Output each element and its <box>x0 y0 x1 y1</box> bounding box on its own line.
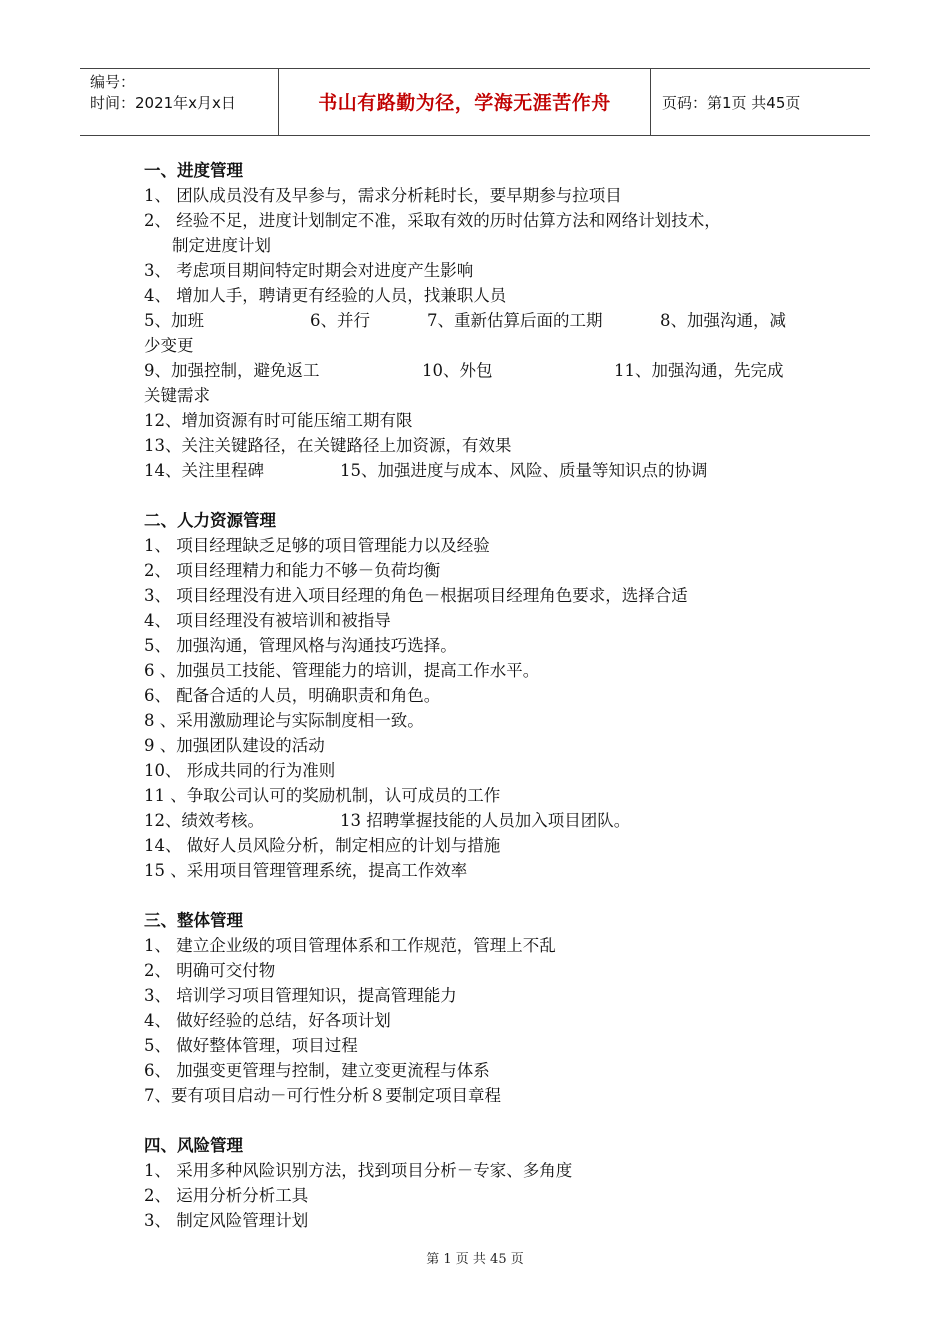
list-item: 8 、采用激励理论与实际制度相一致。 <box>144 711 424 730</box>
footer-page-number: 第 1 页 共 45 页 <box>426 1252 524 1267</box>
list-item: 15、加强进度与成本、风险、质量等知识点的协调 <box>340 461 708 480</box>
list-item: 6、并行 <box>310 311 370 330</box>
header-page-number: 页码：第1页 共45页 <box>662 94 801 112</box>
section-risk-management <box>144 1133 834 1233</box>
list-item: 2、 运用分析分析工具 <box>144 1186 309 1205</box>
section-title: 一、进度管理 <box>144 161 243 180</box>
list-item: 14、关注里程碑 <box>144 461 264 480</box>
list-item: 9 、加强团队建设的活动 <box>144 736 325 755</box>
header-bottom-rule <box>80 135 870 136</box>
list-item: 13 招聘掌握技能的人员加入项目团队。 <box>340 811 631 830</box>
list-item: 3、 制定风险管理计划 <box>144 1211 309 1230</box>
section-title: 三、整体管理 <box>144 911 243 930</box>
list-item: 6、 加强变更管理与控制，建立变更流程与体系 <box>144 1061 490 1080</box>
list-item: 1、 团队成员没有及早参与，需求分析耗时长，要早期参与拉项目 <box>144 186 622 205</box>
list-item: 2、 明确可交付物 <box>144 961 276 980</box>
list-item: 11 、争取公司认可的奖励机制，认可成员的工作 <box>144 786 501 805</box>
list-row <box>144 808 834 833</box>
list-item: 6 、加强员工技能、管理能力的培训，提高工作水平。 <box>144 661 540 680</box>
header-left-info <box>90 72 236 114</box>
list-item-continuation: 关键需求 <box>144 386 210 405</box>
list-item: 2、 经验不足，进度计划制定不准，采取有效的历时估算方法和网络计划技术， <box>144 211 721 230</box>
section-integration-management <box>144 908 834 1108</box>
list-item: 6、 配备合适的人员，明确职责和角色。 <box>144 686 441 705</box>
list-item: 3、 项目经理没有进入项目经理的角色－根据项目经理角色要求，选择合适 <box>144 586 688 605</box>
list-item: 9、加强控制，避免返工 <box>144 361 320 380</box>
list-item: 5、 做好整体管理，项目过程 <box>144 1036 358 1055</box>
list-item: 4、 增加人手，聘请更有经验的人员，找兼职人员 <box>144 286 507 305</box>
list-item: 2、 项目经理精力和能力不够－负荷均衡 <box>144 561 441 580</box>
list-item: 5、 加强沟通，管理风格与沟通技巧选择。 <box>144 636 457 655</box>
list-item: 5、加班 <box>144 311 204 330</box>
list-row <box>144 308 834 333</box>
list-item: 1、 建立企业级的项目管理体系和工作规范，管理上不乱 <box>144 936 556 955</box>
section-title: 二、人力资源管理 <box>144 511 276 530</box>
list-item: 15 、采用项目管理管理系统，提高工作效率 <box>144 861 468 880</box>
list-item: 12、绩效考核。 <box>144 811 264 830</box>
list-item: 12、增加资源有时可能压缩工期有限 <box>144 411 413 430</box>
header-date: 时间：2021年x月x日 <box>90 94 236 112</box>
list-item-continuation: 少变更 <box>144 336 194 355</box>
header-divider-right <box>650 68 651 136</box>
header-motto: 书山有路勤为径，学海无涯苦作舟 <box>318 92 611 114</box>
section-title: 四、风险管理 <box>144 1136 243 1155</box>
section-schedule-management <box>144 158 834 483</box>
list-row <box>144 358 834 383</box>
list-item: 11、加强沟通，先完成 <box>614 361 784 380</box>
list-item: 7、重新估算后面的工期 <box>427 311 603 330</box>
document-body <box>144 158 834 1258</box>
list-item: 1、 项目经理缺乏足够的项目管理能力以及经验 <box>144 536 490 555</box>
list-row <box>144 458 834 483</box>
list-item-continuation: 制定进度计划 <box>172 236 271 255</box>
list-item: 7、要有项目启动－可行性分析８要制定项目章程 <box>144 1086 501 1105</box>
list-item: 4、 做好经验的总结，好各项计划 <box>144 1011 391 1030</box>
header-number: 编号： <box>90 73 136 91</box>
list-item: 3、 考虑项目期间特定时期会对进度产生影响 <box>144 261 474 280</box>
section-hr-management <box>144 508 834 883</box>
list-item: 13、关注关键路径，在关键路径上加资源，有效果 <box>144 436 512 455</box>
list-item: 14、 做好人员风险分析，制定相应的计划与措施 <box>144 836 501 855</box>
header-top-rule <box>80 68 870 69</box>
list-item: 10、 形成共同的行为准则 <box>144 761 336 780</box>
list-item: 4、 项目经理没有被培训和被指导 <box>144 611 391 630</box>
list-item: 10、外包 <box>422 361 493 380</box>
list-item: 1、 采用多种风险识别方法，找到项目分析－专家、多角度 <box>144 1161 573 1180</box>
list-item: 3、 培训学习项目管理知识，提高管理能力 <box>144 986 457 1005</box>
list-item: 8、加强沟通，减 <box>660 311 786 330</box>
